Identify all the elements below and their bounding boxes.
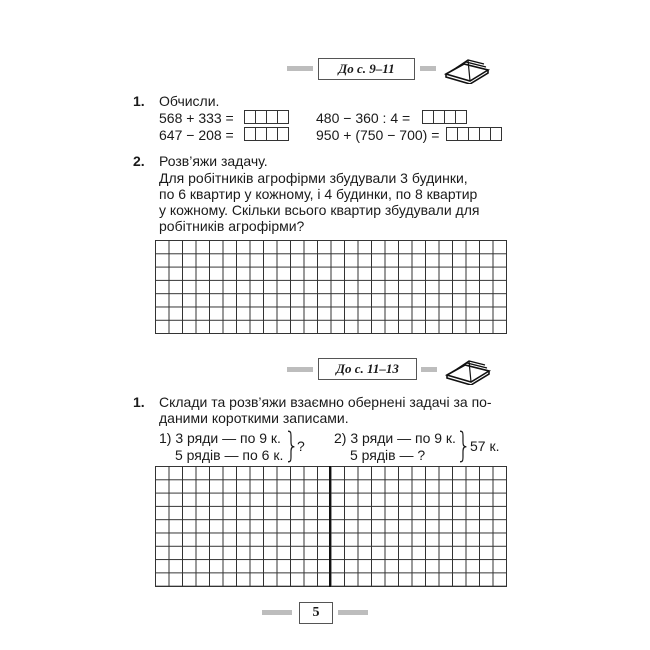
- header-bar-left: [287, 367, 313, 372]
- short-record-line: 5 рядів — ?: [350, 447, 426, 463]
- answer-cells[interactable]: [244, 110, 289, 124]
- task-title: Обчисли.: [159, 93, 220, 109]
- task-text-line: даними короткими записами.: [159, 410, 349, 426]
- expression: 950 + (750 − 700) =: [316, 127, 440, 143]
- brace-icon: }: [284, 425, 300, 466]
- footer-bar-right: [338, 610, 368, 615]
- expression: 480 − 360 : 4 =: [316, 110, 411, 126]
- answer-grid[interactable]: [155, 466, 507, 587]
- expression: 568 + 333 =: [159, 110, 234, 126]
- brace-icon: }: [456, 425, 472, 466]
- section-header-label: До с. 11–13: [336, 361, 399, 376]
- short-record-line: 1) 3 ряди — по 9 к.: [159, 430, 281, 446]
- task-text-line: Склади та розв’яжи взаємно обернені задачі за по-: [159, 394, 492, 410]
- short-record-line: 2) 3 ряди — по 9 к.: [334, 430, 456, 446]
- footer-bar-left: [262, 610, 292, 615]
- answer-cells[interactable]: [446, 127, 502, 141]
- task-number: 2.: [133, 153, 145, 169]
- task-title: Розв’яжи задачу.: [159, 153, 268, 169]
- answer-grid[interactable]: [155, 240, 507, 334]
- answer-cells[interactable]: [244, 127, 289, 141]
- book-icon: [442, 52, 492, 84]
- total-label: 57 к.: [470, 438, 500, 454]
- task-text-line: у кожному. Скільки всього квартир збудували для: [159, 202, 480, 218]
- header-bar-right: [421, 367, 437, 372]
- answer-cells[interactable]: [422, 110, 467, 124]
- task-number: 1.: [133, 394, 145, 410]
- grid-divider: [329, 466, 331, 587]
- header-bar-right: [420, 66, 436, 71]
- book-icon: [443, 353, 493, 385]
- section-header-label: До с. 9–11: [338, 61, 395, 76]
- task-number: 1.: [133, 93, 145, 109]
- section-header: [318, 58, 415, 80]
- page-number-box: [299, 602, 333, 624]
- task-text-line: по 6 квартир у кожному, і 4 будинки, по 8 квартир: [159, 186, 478, 202]
- section-header: [318, 358, 417, 380]
- task-text-line: Для робітників агрофірми збудували 3 будинки,: [159, 170, 468, 186]
- task-text-line: робітників агрофірми?: [159, 218, 305, 234]
- page-number: 5: [312, 605, 320, 620]
- expression: 647 − 208 =: [159, 127, 234, 143]
- question-mark: ?: [297, 438, 305, 454]
- short-record-line: 5 рядів — по 6 к.: [175, 447, 284, 463]
- header-bar-left: [287, 66, 313, 71]
